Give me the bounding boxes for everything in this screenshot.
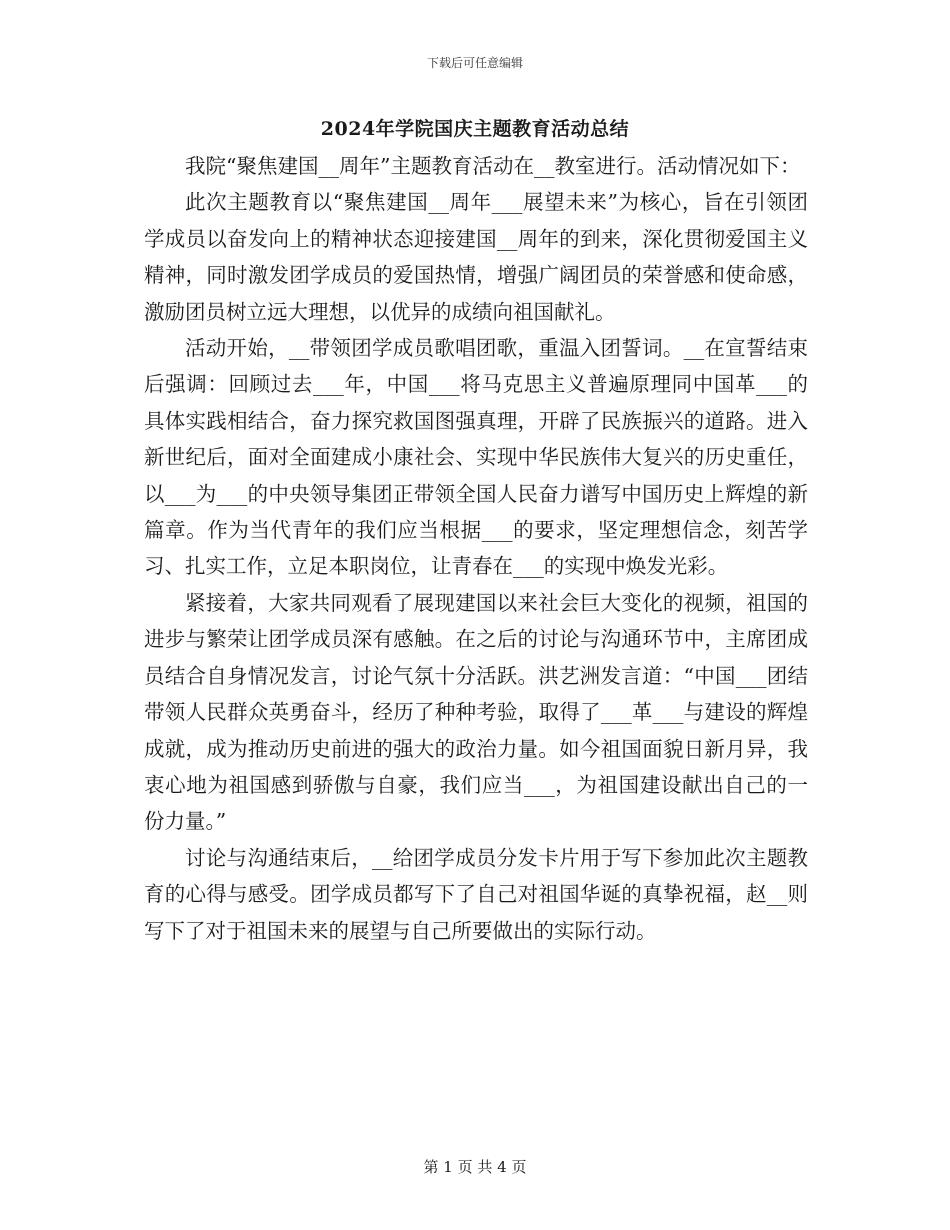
paragraph: 活动开始，__带领团学成员歌唱团歌，重温入团誓词。__在宣誓结束后强调：回顾过去___年，中国___将马克思主义普遍原理同中国革___的具体实践相结合，奋力探究救国图强真理，开辟了民族振兴的道路。进入新世纪后，面对全面建成小康社会、实现中华民族伟大复兴的历史重任，以___为___的中央领导集团正带领全国人民奋力谱写中国历史上辉煌的新篇章。作为当代青年的我们应当根据___的要求，坚定理想信念，刻苦学习、扎实工作，立足本职岗位，让青春在___的实现中焕发光彩。: [144, 336, 808, 579]
paragraph: 紧接着，大家共同观看了展现建国以来社会巨大变化的视频，祖国的进步与繁荣让团学成员深有感触。在之后的讨论与沟通环节中，主席团成员结合自身情况发言，讨论气氛十分活跃。洪艺洲发言道：“中国___团结带领人民群众英勇奋斗，经历了种种考验，取得了___革___与建设的辉煌成就，成为推动历史前进的强大的政治力量。如今祖国面貌日新月异，我衷心地为祖国感到骄傲与自豪，我们应当___，为祖国建设献出自己的一份力量。”: [144, 590, 808, 834]
header-note: 下载后可任意编辑: [426, 56, 523, 70]
paragraph: 讨论与沟通结束后，__给团学成员分发卡片用于写下参加此次主题教育的心得与感受。团学成员都写下了自己对祖国华诞的真挚祝福，赵__则写下了对于祖国未来的展望与自己所要做出的实际行动。: [144, 845, 808, 943]
document-title: 2024年学院国庆主题教育活动总结: [320, 118, 630, 140]
document-body: [144, 148, 808, 949]
page-number: 第 1 页 共 4 页: [423, 1158, 527, 1176]
paragraph: 我院“聚焦建国__周年”主题教育活动在__教室进行。活动情况如下：: [185, 154, 801, 178]
paragraph: 此次主题教育以“聚焦建国__周年___展望未来”为核心，旨在引领团学成员以奋发向上的精神状态迎接建国__周年的到来，深化贯彻爱国主义精神，同时激发团学成员的爱国热情，增强广阔团员的荣誉感和使命感，激励团员树立远大理想，以优异的成绩向祖国献礼。: [144, 190, 808, 324]
